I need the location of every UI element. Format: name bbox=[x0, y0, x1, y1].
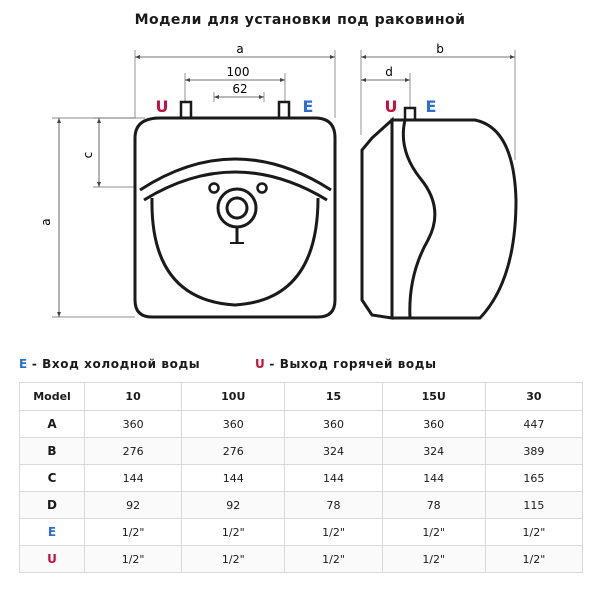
header-10: 10 bbox=[85, 383, 182, 411]
table-row bbox=[20, 492, 583, 519]
table-row bbox=[20, 438, 583, 465]
cell: 1/2" bbox=[285, 546, 382, 573]
front-e-label: E bbox=[302, 97, 314, 116]
specs-table bbox=[19, 382, 583, 573]
cell: 92 bbox=[85, 492, 182, 519]
dim-b-label: b bbox=[436, 42, 444, 56]
cell: 165 bbox=[485, 465, 582, 492]
dim-100-label: 100 bbox=[226, 65, 250, 79]
cell: 360 bbox=[285, 411, 382, 438]
header-15u: 15U bbox=[382, 383, 485, 411]
dim-62-label: 62 bbox=[232, 82, 248, 96]
cell: 1/2" bbox=[485, 519, 582, 546]
hot-outlet-pipe bbox=[181, 102, 191, 118]
row-label: C bbox=[20, 465, 85, 492]
table-row bbox=[20, 519, 583, 546]
cell: 1/2" bbox=[485, 546, 582, 573]
cell: 276 bbox=[85, 438, 182, 465]
cell: 447 bbox=[485, 411, 582, 438]
cell: 78 bbox=[285, 492, 382, 519]
cell: 1/2" bbox=[85, 519, 182, 546]
side-e-label: E bbox=[425, 97, 437, 116]
cell: 1/2" bbox=[285, 519, 382, 546]
dim-d-label: d bbox=[385, 65, 393, 79]
cell: 78 bbox=[382, 492, 485, 519]
page-title: Модели для установки под раковиной bbox=[134, 12, 466, 28]
cell: 1/2" bbox=[85, 546, 182, 573]
water-heater-diagram bbox=[0, 35, 600, 325]
table-row bbox=[20, 546, 583, 573]
header-15: 15 bbox=[285, 383, 382, 411]
cell: 144 bbox=[85, 465, 182, 492]
row-label: D bbox=[20, 492, 85, 519]
legend-cold-inlet bbox=[19, 357, 200, 371]
legend-hot-outlet bbox=[255, 357, 437, 371]
row-label: A bbox=[20, 411, 85, 438]
legend-e-text: - Вход холодной воды bbox=[31, 357, 201, 371]
row-label: B bbox=[20, 438, 85, 465]
front-view bbox=[39, 42, 335, 317]
side-pipe bbox=[405, 108, 415, 120]
legend-u-code: U bbox=[255, 357, 266, 371]
header-10u: 10U bbox=[182, 383, 285, 411]
front-u-label: U bbox=[155, 97, 169, 116]
side-back-plate bbox=[362, 120, 392, 318]
cell: 360 bbox=[182, 411, 285, 438]
header-model: Model bbox=[20, 383, 85, 411]
cell: 389 bbox=[485, 438, 582, 465]
cold-inlet-pipe bbox=[279, 102, 289, 118]
row-label-u: U bbox=[20, 546, 85, 573]
cell: 324 bbox=[382, 438, 485, 465]
cell: 360 bbox=[382, 411, 485, 438]
header-30: 30 bbox=[485, 383, 582, 411]
side-u-label: U bbox=[384, 97, 398, 116]
cell: 144 bbox=[382, 465, 485, 492]
cell: 1/2" bbox=[382, 519, 485, 546]
table-row bbox=[20, 411, 583, 438]
legend-u-text: - Выход горячей воды bbox=[269, 357, 437, 371]
cell: 144 bbox=[285, 465, 382, 492]
table-row bbox=[20, 465, 583, 492]
side-view bbox=[361, 42, 516, 318]
cell: 144 bbox=[182, 465, 285, 492]
table-header-row bbox=[20, 383, 583, 411]
dim-a-side-label: a bbox=[39, 218, 53, 226]
cell: 115 bbox=[485, 492, 582, 519]
dim-a-label: a bbox=[236, 42, 244, 56]
cell: 92 bbox=[182, 492, 285, 519]
cell: 1/2" bbox=[182, 546, 285, 573]
cell: 1/2" bbox=[182, 519, 285, 546]
row-label-e: E bbox=[20, 519, 85, 546]
dim-c-label: c bbox=[81, 151, 95, 159]
legend-e-code: E bbox=[19, 357, 28, 371]
cell: 1/2" bbox=[382, 546, 485, 573]
cell: 324 bbox=[285, 438, 382, 465]
cell: 276 bbox=[182, 438, 285, 465]
cell: 360 bbox=[85, 411, 182, 438]
